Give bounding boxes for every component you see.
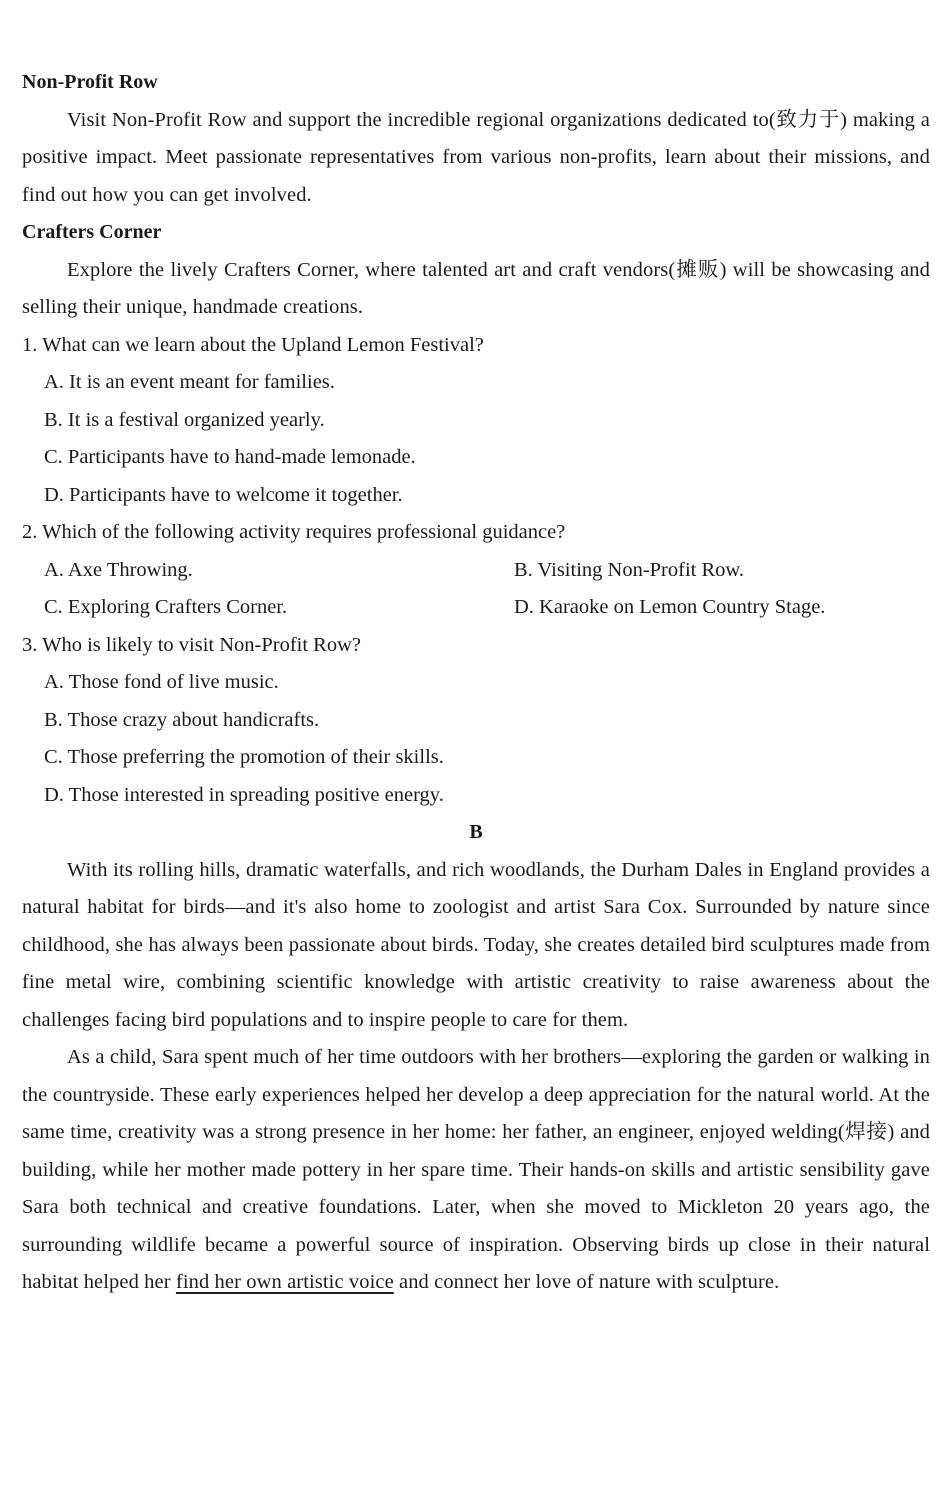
nonprofit-paragraph: Visit Non-Profit Row and support the incredible regional organizations dedicated to(致力于) making a positive impact. Meet passionate representatives from various non-profits, learn about their missions, and find out how you can get involved. (22, 108, 930, 206)
question-2-option-d: D. Karaoke on Lemon Country Stage. (514, 596, 826, 618)
passage-b-paragraph-1: With its rolling hills, dramatic waterfalls, and rich woodlands, the Durham Dales in England provides a natural habitat for birds—and it's also home to zoologist and artist Sara Cox. Surrounded by nature since childhood, she has always been passionate about birds. Today, she creates detailed bird sculptures made from fine metal wire, combining scientific knowledge with artistic creativity to raise awareness about the challenges facing bird populations and to inspire people to care for them. (22, 858, 930, 1031)
question-2-option-a: A. Axe Throwing. (44, 558, 193, 581)
passage-b-paragraph-2-text-before: As a child, Sara spent much of her time outdoors with her brothers—exploring the garden or walking in the countryside. These early experiences helped her develop a deep appreciation for the natural world. At the same time, creativity was a strong presence in her home: her father, an engineer, enjoyed welding(焊接) and building, while her mother made pottery in her spare time. Their hands-on skills and artistic sensibility gave Sara both technical and creative foundations. Later, when she moved to Mickleton 20 years ago, the surrounding wildlife became a powerful source of inspiration. Observing birds up close in their natural habitat helped her (22, 1046, 930, 1293)
passage-b-paragraph-2 (22, 1039, 930, 1302)
question-3 (22, 627, 930, 815)
underlined-phrase: find her own artistic voice (175, 1271, 394, 1293)
document-page (22, 64, 930, 1302)
question-3-option-a: A. Those fond of live music. (44, 671, 279, 693)
question-1-stem: 1. What can we learn about the Upland Lemon Festival? (22, 333, 484, 356)
question-3-option-d: D. Those interested in spreading positive energy. (44, 783, 444, 806)
nonprofit-heading: Non-Profit Row (22, 71, 158, 93)
crafters-paragraph: Explore the lively Crafters Corner, where talented art and craft vendors(摊贩) will be showcasing and selling their unique, handmade creations. (22, 258, 930, 318)
question-2-option-b: B. Visiting Non-Profit Row. (514, 558, 744, 581)
question-1 (22, 327, 930, 515)
passage-b-paragraph-2-text-after: and connect her love of nature with sculpture. (393, 1271, 780, 1293)
question-1-option-b: B. It is a festival organized yearly. (44, 408, 325, 431)
question-3-option-b: B. Those crazy about handicrafts. (44, 708, 320, 731)
question-1-option-a: A. It is an event meant for families. (44, 371, 335, 393)
question-3-option-c: C. Those preferring the promotion of their skills. (44, 746, 444, 768)
passage-b-title: B (469, 821, 483, 843)
question-2 (22, 514, 930, 627)
question-2-option-c: C. Exploring Crafters Corner. (44, 596, 288, 618)
question-2-stem: 2. Which of the following activity requires professional guidance? (22, 521, 566, 543)
question-3-stem: 3. Who is likely to visit Non-Profit Row? (22, 633, 362, 656)
question-2-options (44, 552, 930, 627)
question-1-option-d: D. Participants have to welcome it together. (44, 483, 403, 506)
crafters-heading: Crafters Corner (22, 221, 162, 243)
question-1-option-c: C. Participants have to hand-made lemonade. (44, 446, 416, 468)
